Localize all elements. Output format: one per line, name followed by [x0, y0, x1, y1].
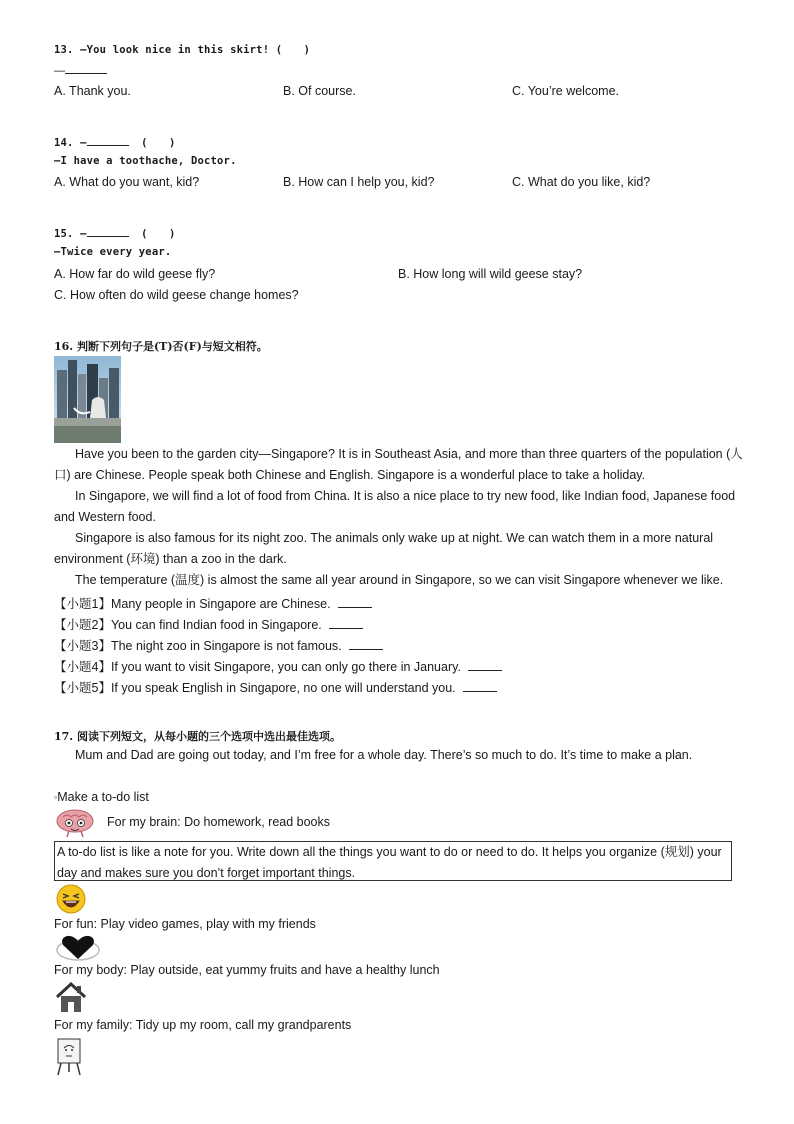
q14-option-b[interactable]: B. How can I help you, kid? — [283, 175, 435, 189]
q13-reply-prefix: — — [54, 65, 65, 77]
q14-stem — [54, 134, 176, 150]
q16-subquestion-3 — [54, 636, 383, 654]
q13-option-b[interactable]: B. Of course. — [283, 84, 356, 98]
q15-stem — [54, 225, 176, 241]
q15-question-blank[interactable] — [87, 225, 129, 237]
singapore-skyline-photo — [54, 356, 121, 443]
q13-option-c[interactable]: C. You’re welcome. — [512, 84, 620, 98]
q16-paragraph-1: Have you been to the garden city—Singapore? It is in Southeast Asia, and more than three quarters of the population (人口) are Chinese. People speak both Chinese and English. Singapore is a wonderful place to take a holiday. — [54, 447, 743, 482]
q15-reply: —Twice every year. — [54, 246, 172, 258]
q15-option-b[interactable]: B. How long will wild geese stay? — [398, 267, 583, 281]
heart-icon — [55, 934, 101, 962]
q16-subquestion-1 — [54, 594, 372, 612]
q14-question-blank[interactable] — [87, 134, 129, 146]
q16-answer-blank-2[interactable] — [329, 617, 363, 629]
q16-instruction: 16. 判断下列句子是(T)否(F)与短文相符。 — [54, 340, 268, 353]
q17-family-line: For my family: Tidy up my room, call my grandparents — [54, 1018, 352, 1032]
q14-number: 14. — — [54, 137, 87, 149]
q16-paragraph-3: Singapore is also famous for its night zoo. The animals only wake up at night. We can watch them in a more natural environment (环境) than a zoo in the dark. — [54, 531, 714, 566]
bullet-icon: ◦ — [54, 792, 58, 802]
q16-paragraph-4: The temperature (温度) is almost the same all year around in Singapore, so we can visit Singapore whenever we like. — [75, 573, 724, 587]
q16-subquestion-1-text: 【小题1】Many people in Singapore are Chinese. — [54, 597, 331, 611]
q15-option-c[interactable]: C. How often do wild geese change homes? — [54, 288, 299, 302]
q16-paragraph-2: In Singapore, we will find a lot of food from China. It is also a nice place to try new food, like Indian food, Japanese food and Western food. — [54, 489, 736, 524]
q17-brain-line: For my brain: Do homework, read books — [107, 815, 331, 829]
house-icon — [55, 982, 87, 1014]
q16-subquestion-4-text: 【小题4】If you want to visit Singapore, you can only go there in January. — [54, 660, 461, 674]
q17-todo-heading-line — [54, 790, 149, 804]
q15-option-a[interactable]: A. How far do wild geese fly? — [54, 267, 216, 281]
brain-icon — [55, 808, 95, 838]
q14-reply: —I have a toothache, Doctor. — [54, 155, 237, 167]
q17-todo-heading: Make a to-do list — [57, 790, 149, 804]
q17-intro: Mum and Dad are going out today, and I’m free for a whole day. There’s so much to do. It’s time to make a plan. — [75, 748, 693, 762]
q13-stem: 13. —You look nice in this skirt! ( ) — [54, 44, 311, 56]
q17-instruction: 17. 阅读下列短文，从每小题的三个选项中选出最佳选项。 — [54, 730, 341, 743]
q16-subquestion-2 — [54, 615, 363, 633]
q13-option-a[interactable]: A. Thank you. — [54, 84, 131, 98]
q15-paren: ( ) — [141, 228, 176, 240]
q16-answer-blank-5[interactable] — [463, 680, 497, 692]
q17-definition-box: A to-do list is like a note for you. Write down all the things you want to do or need to do. It helps you organize (规划) your day and makes sure you don’t forget important things. — [54, 841, 732, 881]
q16-answer-blank-3[interactable] — [349, 638, 383, 650]
q16-subquestion-5-text: 【小题5】If you speak English in Singapore, no one will understand you. — [54, 681, 456, 695]
q16-subquestion-2-text: 【小题2】You can find Indian food in Singapore. — [54, 618, 322, 632]
q16-answer-blank-1[interactable] — [338, 596, 372, 608]
q13-reply-line — [54, 62, 107, 77]
q14-option-a[interactable]: A. What do you want, kid? — [54, 175, 200, 189]
q14-paren: ( ) — [141, 137, 176, 149]
q13-answer-blank[interactable] — [65, 62, 107, 74]
easel-icon — [55, 1036, 83, 1076]
q17-body-line: For my body: Play outside, eat yummy fruits and have a healthy lunch — [54, 963, 440, 977]
q16-subquestion-3-text: 【小题3】The night zoo in Singapore is not famous. — [54, 639, 342, 653]
q16-subquestion-5 — [54, 678, 497, 696]
q14-option-c[interactable]: C. What do you like, kid? — [512, 175, 651, 189]
laughing-face-icon — [55, 884, 87, 914]
q16-subquestion-4 — [54, 657, 502, 675]
q16-answer-blank-4[interactable] — [468, 659, 502, 671]
q17-fun-line: For fun: Play video games, play with my friends — [54, 917, 316, 931]
q15-number: 15. — — [54, 228, 87, 240]
